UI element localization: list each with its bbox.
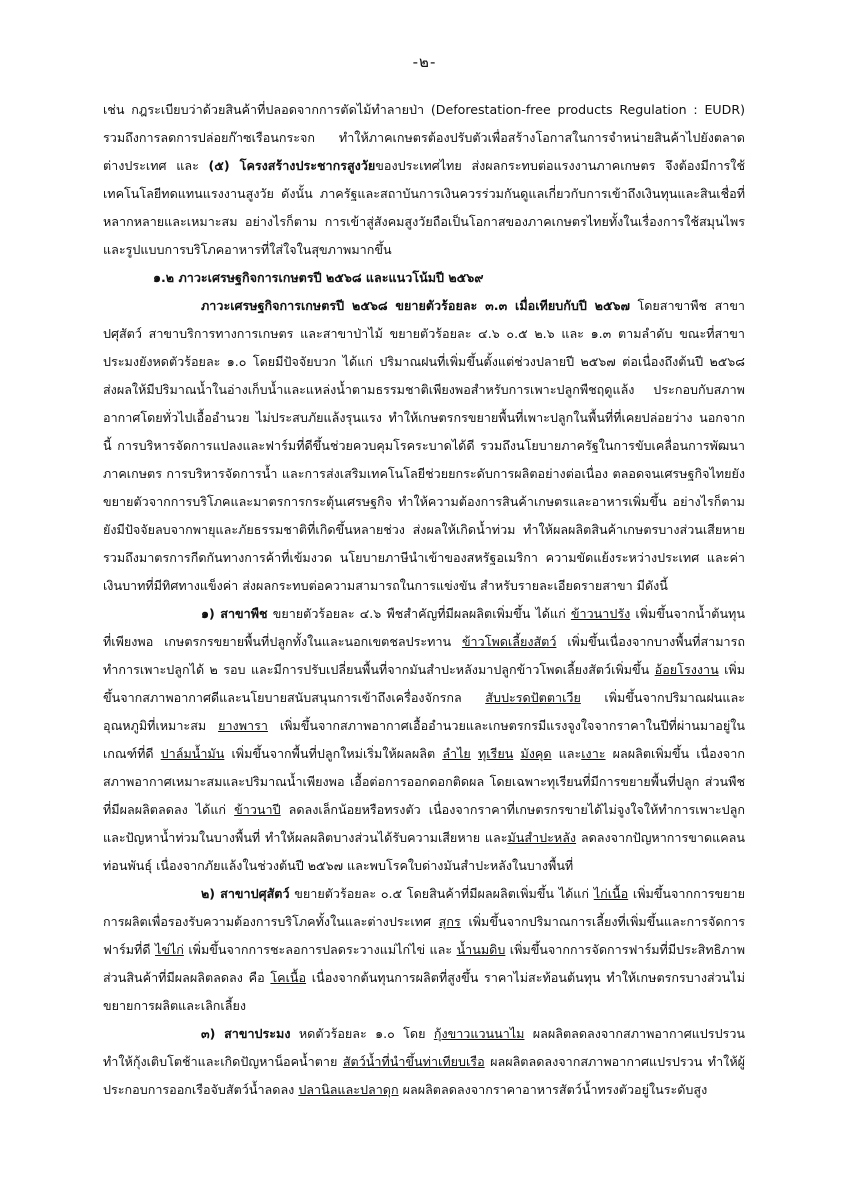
text: ขยายตัวร้อยละ ๔.๖ พืชสำคัญที่มีผลผลิตเพิ่มขึ้น ได้แก่	[267, 606, 571, 621]
fishery-term: กุ้งขาวแวนนาไม	[433, 1026, 525, 1041]
crop-term: มันสำปะหลัง	[507, 830, 577, 845]
livestock-term: ไข่ไก่	[154, 942, 184, 957]
livestock-term: น้ำนมดิบ	[456, 942, 506, 957]
crop-term: ปาล์มน้ำมัน	[160, 746, 225, 761]
paragraph-fisheries	[103, 1020, 745, 1104]
text: เพิ่มขึ้นจากการขยายการผลิตเพื่อรองรับความต้องการบริโภคทั้งในและต่างประเทศ	[103, 886, 745, 929]
fishery-term: สัตว์น้ำที่นำขึ้นท่าเทียบเรือ	[342, 1054, 485, 1069]
text: เพิ่มขึ้นจากการชะลอการปลดระวางแม่ไก่ไข่ และ	[183, 942, 457, 957]
text: ผลผลิตเพิ่มขึ้น เนื่องจากสภาพอากาศเหมาะสมและปริมาณน้ำเพียงพอ เอื้อต่อการออกดอกติดผล โดยเฉพาะทุเรียนที่มีการขยายพื้นที่ปลูก ส่วนพืชที่มีผลผลิตลดลง ได้แก่	[103, 746, 745, 817]
paragraph-overview	[103, 292, 745, 600]
text: ผลผลิตลดลงจากสภาพอากาศแปรปรวน ทำให้ผู้ประกอบการออกเรือจับสัตว์น้ำลดลง	[103, 1054, 745, 1097]
text: เพิ่มขึ้นจากน้ำต้นทุนที่เพียงพอ เกษตรกรขยายพื้นที่ปลูกทั้งในและนอกเขตชลประทาน	[103, 606, 745, 649]
livestock-term: สุกร	[438, 914, 461, 929]
paragraph-context	[103, 96, 745, 264]
crop-term: เงาะ	[581, 746, 606, 761]
subheading-fisheries: ๓) สาขาประมง	[201, 1026, 291, 1041]
text: ผลผลิตลดลงจากราคาอาหารสัตว์น้ำทรงตัวอยู่ในระดับสูง	[398, 1082, 708, 1097]
text: โดยสาขาพืช สาขาปศุสัตว์ สาขาบริการทางการเกษตร และสาขาป่าไม้ ขยายตัวร้อยละ ๔.๖ ๐.๕ ๒.๖ และ ๑.๓ ตามลำดับ ขณะที่สาขาประมงยังหดตัวร้อยละ ๑.๐ โดยมีปัจจัยบวก ได้แก่ ปริมาณฝนที่เพิ่มขึ้นตั้งแต่ช่วงปลายปี ๒๕๖๗ ต่อเนื่องถึงต้นปี ๒๕๖๘ ส่งผลให้มีปริมาณน้ำในอ่างเก็บน้ำและแหล่งน้ำตามธรรมชาติเพียงพอสำหรับการเพาะปลูกพืชฤดูแล้ง ประกอบกับสภาพอากาศโดยทั่วไปเอื้ออำนวย ไม่ประสบภัยแล้งรุนแรง ทำให้เกษตรกรขยายพื้นที่เพาะปลูกในพื้นที่ที่เคยปล่อยว่าง นอกจากนี้ การบริหารจัดการแปลงและฟาร์มที่ดีขึ้นช่วยควบคุมโรคระบาดได้ดี รวมถึงนโยบายภาครัฐในการขับเคลื่อนการพัฒนาภาคเกษตร การบริหารจัดการน้ำ และการส่งเสริมเทคโนโลยีช่วยยกระดับการผลิตอย่างต่อเนื่อง ตลอดจนเศรษฐกิจไทยยังขยายตัวจากการบริโภคและมาตรการกระตุ้นเศรษฐกิจ ทำให้ความต้องการสินค้าเกษตรและอาหารเพิ่มขึ้น อย่างไรก็ตาม ยังมีปัจจัยลบจากพายุและภัยธรรมชาติที่เกิดขึ้นหลายช่วง ส่งผลให้เกิดน้ำท่วม ทำให้ผลผลิตสินค้าเกษตรบางส่วนเสียหาย รวมถึงมาตรการกีดกันทางการค้าที่เข้มงวด นโยบายภาษีนำเข้าของสหรัฐอเมริกา ความขัดแย้งระหว่างประเทศ และค่าเงินบาทที่มีทิศทางแข็งค่า ส่งผลกระทบต่อความสามารถในการแข่งขัน สำหรับรายละเอียดรายสาขา มีดังนี้	[103, 298, 746, 593]
text: เนื่องจากต้นทุนการผลิตที่สูงขึ้น ราคาไม่สะท้อนต้นทุน ทำให้เกษตรกรบางส่วนไม่ขยายการผลิตและเลิกเลี้ยง	[103, 970, 745, 1013]
text: ลดลงจากปัญหาการขาดแคลนท่อนพันธุ์ เนื่องจากภัยแล้งในช่วงต้นปี ๒๕๖๗ และพบโรคใบด่างมันสำปะหลังในบางพื้นที่	[103, 830, 745, 873]
document-body	[103, 96, 745, 1104]
page-number: -๒-	[412, 53, 437, 71]
subheading-livestock: ๒) สาขาปศุสัตว์	[201, 886, 290, 901]
section-heading-1-2: ๑.๒ ภาวะเศรษฐกิจการเกษตรปี ๒๕๖๘ และแนวโน้มปี ๒๕๖๙	[153, 270, 484, 285]
text: หดตัวร้อยละ ๑.๐ โดย	[290, 1026, 434, 1041]
livestock-term: ไก่เนื้อ	[593, 886, 629, 901]
text	[471, 746, 478, 761]
emphasis-growth-summary: ภาวะเศรษฐกิจการเกษตรปี ๒๕๖๘ ขยายตัวร้อยละ ๓.๓ เมื่อเทียบกับปี ๒๕๖๗	[201, 298, 630, 313]
crop-term: ทุเรียน	[477, 746, 514, 761]
text: เพิ่มขึ้นจากพื้นที่ปลูกใหม่เริ่มให้ผลผลิต	[224, 746, 443, 761]
crop-term: ข้าวนาปี	[234, 802, 281, 817]
crop-term: ยางพารา	[218, 718, 268, 733]
subheading-crops: ๑) สาขาพืช	[201, 606, 268, 621]
crop-term: มังคุด	[520, 746, 552, 761]
text: ผลผลิตลดลงจากสภาพอากาศแปรปรวน ทำให้กุ้งเติบโตช้าและเกิดปัญหาน็อคน้ำตาย	[103, 1026, 746, 1069]
fishery-term: ปลานิลและปลาดุก	[298, 1082, 399, 1097]
crop-term: สับปะรดปัตตาเวีย	[485, 690, 581, 705]
text: เพิ่มขึ้นจากปริมาณฝนและอุณหภูมิที่เหมาะสม	[103, 690, 745, 733]
crop-term: ข้าวนาปรัง	[570, 606, 631, 621]
text: เพิ่มขึ้นจากสภาพอากาศเอื้ออำนวยและเกษตรกรมีแรงจูงใจจากราคาในปีที่ผ่านมาอยู่ในเกณฑ์ที่ดี	[103, 718, 745, 761]
emphasis-aging-population: (๕) โครงสร้างประชากรสูงวัย	[208, 158, 376, 173]
text: เช่น กฎระเบียบว่าด้วยสินค้าที่ปลอดจากการตัดไม้ทำลายป่า (Deforestation-free products Regulation : EUDR) รวมถึงการลดการปล่อยก๊าซเรือนกระจก ทำให้ภาคเกษตรต้องปรับตัวเพื่อสร้างโอกาสในการจำหน่ายสินค้าไปยังตลาดต่างประเทศ และ	[103, 102, 745, 173]
text: ของประเทศไทย ส่งผลกระทบต่อแรงงานภาคเกษตร จึงต้องมีการใช้เทคโนโลยีทดแทนแรงงานสูงวัย ดังนั้น ภาครัฐและสถาบันการเงินควรร่วมกันดูแลเกี่ยวกับการเข้าถึงเงินทุนและสินเชื่อที่หลากหลายและเหมาะสม อย่างไรก็ตาม การเข้าสู่สังคมสูงวัยถือเป็นโอกาสของภาคเกษตรไทยทั้งในเรื่องการใช้สมุนไพรและรูปแบบการบริโภคอาหารที่ใส่ใจในสุขภาพมากขึ้น	[103, 158, 745, 257]
text: เพิ่มขึ้นจากสภาพอากาศดีและนโยบายสนับสนุนการเข้าถึงเครื่องจักรกล	[103, 662, 745, 705]
paragraph-livestock	[103, 880, 745, 1020]
text: ขยายตัวร้อยละ ๐.๕ โดยสินค้าที่มีผลผลิตเพิ่มขึ้น ได้แก่	[289, 886, 594, 901]
text: เพิ่มขึ้นจากปริมาณการเลี้ยงที่เพิ่มขึ้นและการจัดการฟาร์มที่ดี	[103, 914, 745, 957]
text: ลดลงเล็กน้อยหรือทรงตัว เนื่องจากราคาที่เกษตรกรขายได้ไม่จูงใจให้ทำการเพาะปลูกและปัญหาน้ำท่วมในบางพื้นที่ ทำให้ผลผลิตบางส่วนได้รับความเสียหาย และ	[103, 802, 746, 845]
livestock-term: โคเนื้อ	[270, 970, 307, 985]
paragraph-crops	[103, 600, 745, 880]
text: เพิ่มขึ้นเนื่องจากบางพื้นที่สามารถทำการเพาะปลูกได้ ๒ รอบ และมีการปรับเปลี่ยนพื้นที่จากมันสำปะหลังมาปลูกข้าวโพดเลี้ยงสัตว์เพิ่มขึ้น	[103, 634, 746, 677]
crop-term: ข้าวโพดเลี้ยงสัตว์	[461, 634, 557, 649]
text: เพิ่มขึ้นจากการจัดการฟาร์มที่มีประสิทธิภาพ ส่วนสินค้าที่มีผลผลิตลดลง คือ	[103, 942, 745, 985]
crop-term: อ้อยโรงงาน	[654, 662, 719, 677]
crop-term: ลำไย	[442, 746, 471, 761]
text: และ	[551, 746, 582, 761]
